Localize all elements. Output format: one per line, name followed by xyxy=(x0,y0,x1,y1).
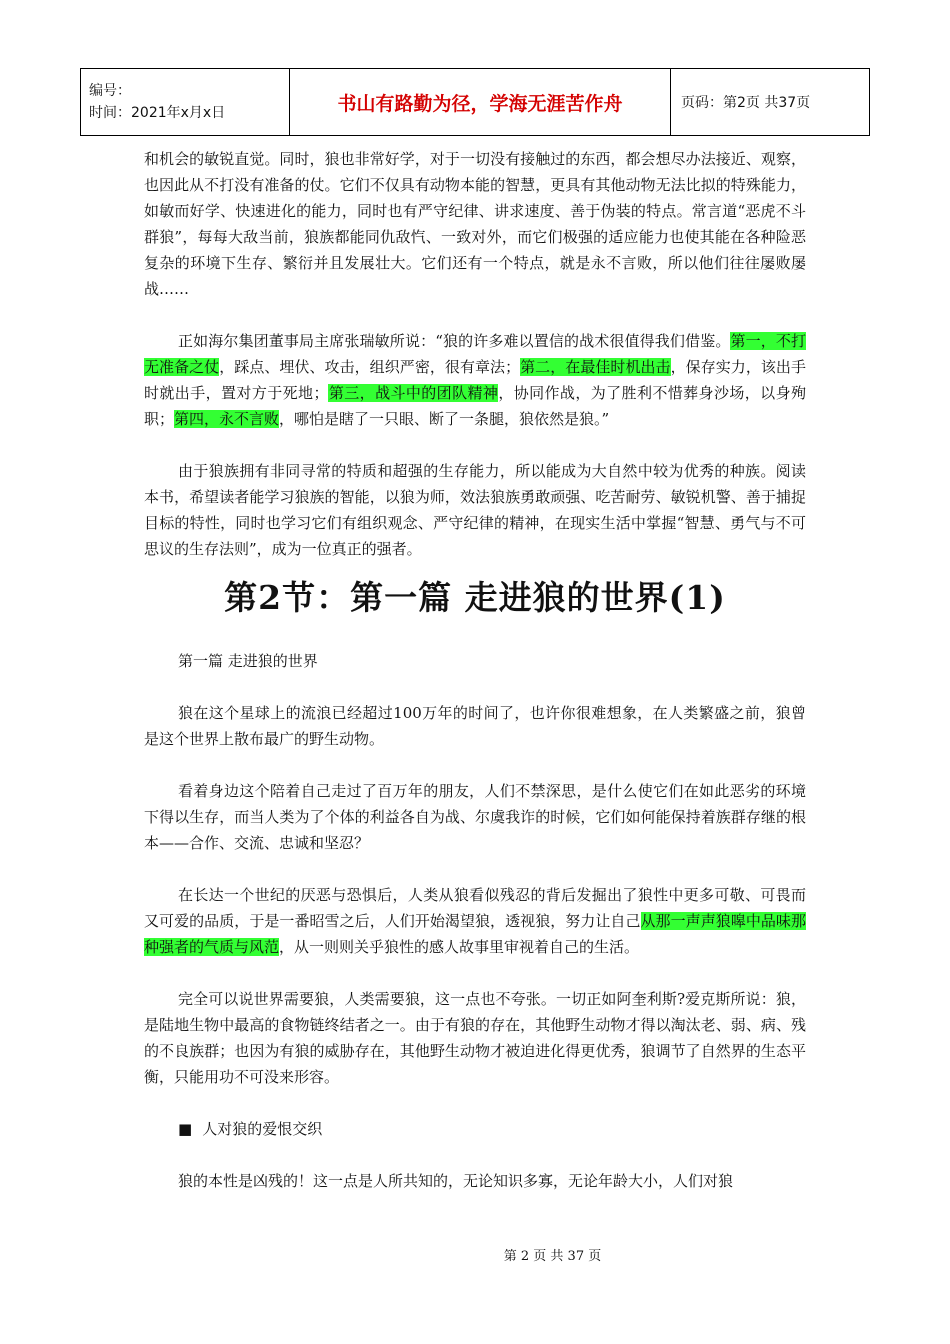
p7-text-b: ，从一则则关乎狼性的感人故事里审视着自己的生活。 xyxy=(279,938,640,956)
p2-text-b: ，踩点、埋伏、攻击，组织严密，很有章法； xyxy=(219,358,521,376)
paragraph-8: 完全可以说世界需要狼，人类需要狼，这一点也不夸张。一切正如阿奎利斯?爱克斯所说：狼，是陆地生物中最高的食物链终结者之一。由于有狼的存在，其他野生动物才得以淘汰老、弱、病、残的不良族群；也因为有狼的威胁存在，其他野生动物才被迫进化得更优秀，狼调节了自然界的生态平衡，只能用功不可没来形容。 xyxy=(144,990,806,1086)
serial-label: 编号： xyxy=(89,83,131,99)
p2-text-c: ，保存实力，该出手时就出手，置对方于死地； xyxy=(144,358,806,402)
header-page-info: 页码：第2页 共37页 xyxy=(671,69,870,136)
highlight-1: 第一，不打无准备之仗 xyxy=(144,332,806,376)
paragraph-5: 狼在这个星球上的流浪已经超过100万年的时间了，也许你很难想象，在人类繁盛之前，狼曾是这个世界上散布最广的野生动物。 xyxy=(144,704,806,748)
bullet-heading-text: 人对狼的爱恨交织 xyxy=(202,1120,323,1138)
paragraph-3: 由于狼族拥有非同寻常的特质和超强的生存能力，所以能成为大自然中较为优秀的种族。阅读本书，希望读者能学习狼族的智能，以狼为师，效法狼族勇敢顽强、吃苦耐劳、敏锐机警、善于捕捉目标的特性，同时也学习它们有组织观念、严守纪律的精神，在现实生活中掌握“智慧、勇气与不可思议的生存法则”，成为一位真正的强者。 xyxy=(144,462,806,558)
paragraph-1: 和机会的敏锐直觉。同时，狼也非常好学，对于一切没有接触过的东西，都会想尽办法接近、观察，也因此从不打没有准备的仗。它们不仅具有动物本能的智慧，更具有其他动物无法比拟的特殊能力，如敏而好学、快速进化的能力，同时也有严守纪律、讲求速度、善于伪装的特点。常言道“恶虎不斗群狼”，每每大敌当前，狼族都能同仇敌忾、一致对外，而它们极强的适应能力也使其能在各种险恶复杂的环境下生存、繁衍并且发展壮大。它们还有一个特点，就是永不言败，所以他们往往屡败屡战…… xyxy=(144,150,806,298)
square-bullet-icon: ■ xyxy=(178,1120,193,1138)
paragraph-2 xyxy=(144,328,806,432)
page-header xyxy=(80,68,870,136)
paragraph-9: 狼的本性是凶残的！这一点是人所共知的，无论知识多寡，无论年龄大小，人们对狼 xyxy=(178,1172,734,1190)
highlight-5: 从那一声声狼嗥中品味那种强者的气质与风范 xyxy=(144,912,806,956)
paragraph-6: 看着身边这个陪着自己走过了百万年的朋友，人们不禁深思，是什么使它们在如此恶劣的环境下得以生存，而当人类为了个体的利益各自为战、尔虞我诈的时候，它们如何能保持着族群存继的根本——合作、交流、忠诚和坚忍？ xyxy=(144,782,806,852)
header-meta xyxy=(81,69,290,136)
highlight-4: 第四，永不言败 xyxy=(174,410,280,428)
p2-text-e: ，哪怕是瞎了一只眼、断了一条腿，狼依然是狼。” xyxy=(279,410,610,428)
time-label: 时间：2021年x月x日 xyxy=(89,105,226,121)
paragraph-7 xyxy=(144,882,806,960)
p2-text-a: 正如海尔集团董事局主席张瑞敏所说：“狼的许多难以置信的战术很值得我们借鉴。 xyxy=(178,332,731,350)
p2-text-d: ，协同作战，为了胜利不惜葬身沙场，以身殉职； xyxy=(144,384,806,428)
section-title: 第2节：第一篇 走进狼的世界(1) xyxy=(224,578,726,617)
page-footer: 第 2 页 共 37 页 xyxy=(503,1249,602,1264)
bullet-heading xyxy=(144,1116,806,1142)
header-motto: 书山有路勤为径，学海无涯苦作舟 xyxy=(290,69,671,136)
document-body xyxy=(144,146,806,1220)
paragraph-4: 第一篇 走进狼的世界 xyxy=(178,652,318,670)
p7-text-a: 在长达一个世纪的厌恶与恐惧后，人类从狼看似残忍的背后发掘出了狼性中更多可敬、可畏而又可爱的品质，于是一番昭雪之后，人们开始渴望狼，透视狼，努力让自己 xyxy=(144,886,806,930)
highlight-3: 第三，战斗中的团队精神 xyxy=(328,384,499,402)
highlight-2: 第二，在最佳时机出击 xyxy=(520,358,671,376)
